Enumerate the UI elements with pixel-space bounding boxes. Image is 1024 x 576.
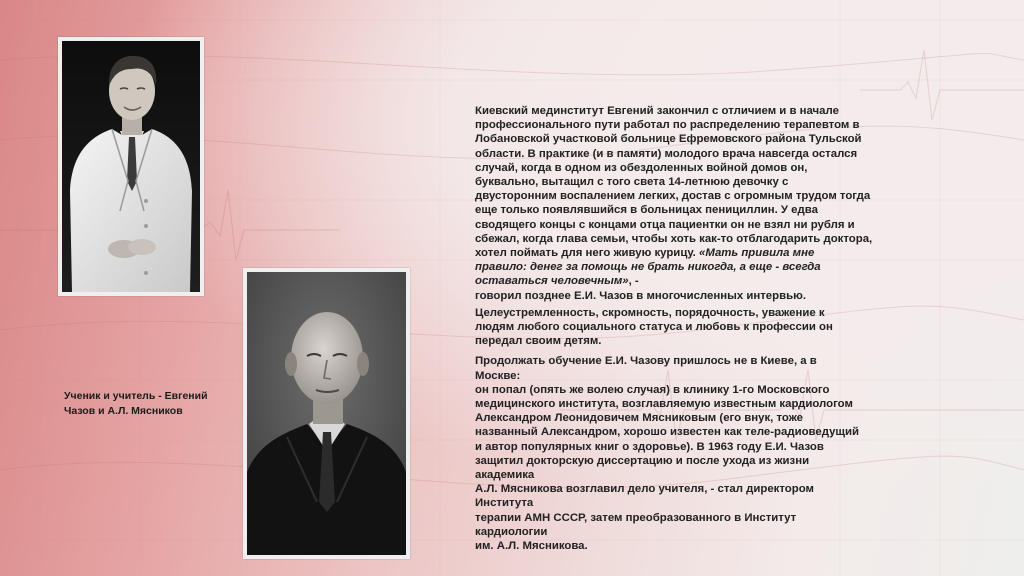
text-line: случай, когда в одном из обездоленных войной домов он, (475, 161, 808, 174)
text-line: Александром Леонидовичем Мясниковым (его внук, тоже (475, 412, 803, 425)
text-line: он попал (опять же волею случая) в клинику 1-го Московского (475, 383, 830, 396)
caption-line-1: Ученик и учитель - Евгений (64, 390, 208, 402)
text-line: области. В практике (и в памяти) молодого врача навсегда остался (475, 147, 858, 160)
text-line: двусторонним воспалением легких, достав с огромным трудом тогда (475, 190, 871, 203)
text-line: Лобановской участковой больнице Ефремовского района Тульской (475, 133, 862, 146)
text-line: людям любого социального статуса и любовь к профессии он (475, 321, 833, 334)
text-line: А.Л. Мясникова возглавил дело учителя, - стал директором (475, 483, 814, 496)
text-line: кардиологии (475, 525, 548, 538)
text-line: им. А.Л. Мясникова. (475, 540, 588, 553)
text-line: сбежал, когда глава семьи, чтобы хоть как-то отблагодарить доктора, (475, 232, 873, 245)
text-line: Целеустремленность, скромность, порядочность, уважение к (475, 306, 825, 319)
text-line: профессионального пути работал по распределению терапевтом в (475, 119, 860, 132)
text-line: медицинского института, возглавляемую известным кардиологом (475, 398, 853, 411)
text-line (475, 246, 937, 260)
text-line: Киевский мединститут Евгений закончил с отличием и в начале (475, 105, 839, 117)
quote-line: правило: денег за помощь не брать никогда, а еще - всегда (475, 261, 821, 274)
caption-line-2: Чазов и А.Л. Мясников (64, 405, 183, 417)
text-line: Института (475, 497, 534, 510)
portrait-photo-myasnikov (243, 268, 410, 559)
text-line: еще только появлявшийся в больницах пенициллин. У едва (475, 204, 818, 217)
text-line: терапии АМН СССР, затем преобразованного в Институт (475, 511, 797, 524)
text-line: защитил докторскую диссертацию и после ухода из жизни (475, 454, 810, 467)
text-line: буквально, вытащил с того света 14-летнюю девочку с (475, 176, 789, 189)
text-line: передал своим детям. (475, 335, 602, 348)
quote-line-end (475, 274, 937, 288)
photo-caption (64, 389, 234, 419)
text-line: говорил позднее Е.И. Чазов в многочисленных интервью. (475, 289, 806, 302)
text-line: академика (475, 469, 535, 482)
portrait-photo-chazov (58, 37, 204, 296)
biography-text (475, 104, 937, 553)
text-line: Москве: (475, 369, 521, 382)
quote-end: оставаться человечным» (475, 275, 629, 288)
text-line-start: хотел поймать для него живую курицу. (475, 247, 696, 260)
text-line: сводящего концы с концами отца пациентки он не взял ни рубля и (475, 218, 855, 231)
quote-tail: , - (628, 275, 639, 288)
text-line: Продолжать обучение Е.И. Чазову пришлось не в Киеве, а в (475, 355, 817, 368)
quote-start: «Мать привила мне (695, 247, 815, 260)
text-line: и автор популярных книг о здоровье). В 1963 году Е.И. Чазов (475, 440, 824, 453)
text-line: названный Александром, хорошо известен как теле-радиоведущий (475, 426, 860, 439)
